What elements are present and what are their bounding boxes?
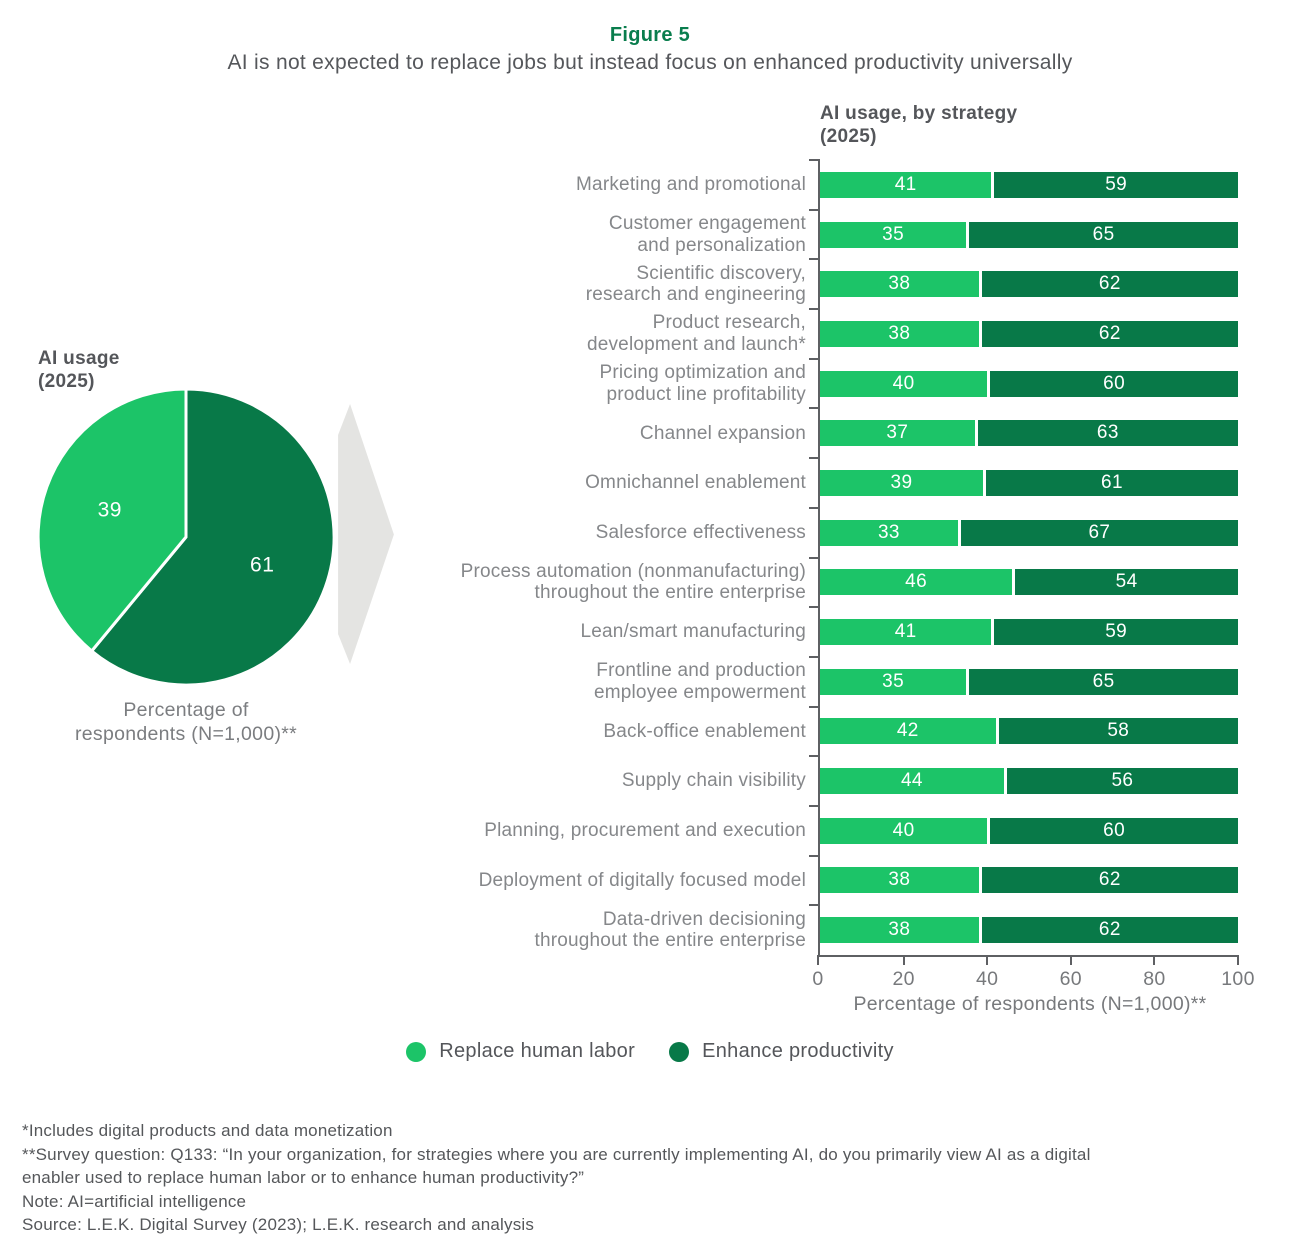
pie-value: 61 [250, 553, 275, 577]
x-axis-tick [1070, 955, 1072, 965]
bar-segment-enhance [983, 470, 1238, 496]
bar-row [820, 271, 1238, 297]
category-label [360, 160, 806, 210]
category-label [360, 309, 806, 359]
bar-row [820, 321, 1238, 347]
category-label-line: employee empowerment [593, 681, 806, 703]
x-axis-tick [986, 955, 988, 965]
bar-value: 39 [890, 471, 913, 493]
bar-row [820, 470, 1238, 496]
bar-value: 38 [888, 919, 911, 941]
category-label-line: Planning, procurement and execution [484, 820, 806, 842]
bar-value: 37 [886, 422, 909, 444]
x-axis-tick [1237, 955, 1239, 965]
bar-segment-enhance [958, 520, 1238, 546]
bar-row [820, 669, 1238, 695]
legend-item-replace [406, 1040, 635, 1063]
pie-title-line-2: (2025) [38, 371, 95, 392]
bar-value: 65 [1092, 670, 1115, 692]
y-axis-tick [809, 706, 818, 708]
legend [0, 1040, 1300, 1063]
pie-caption-line-2: respondents (N=1,000)** [74, 722, 298, 745]
category-label-line: Scientific discovery, [636, 262, 806, 284]
category-label [360, 210, 806, 260]
legend-label-enhance: Enhance productivity [702, 1040, 894, 1062]
bar-segment-replace [820, 768, 1004, 794]
bar-value: 65 [1092, 223, 1115, 245]
x-tick-label: 60 [1059, 968, 1082, 990]
category-label-line: and personalization [637, 234, 806, 256]
x-axis-tick [903, 955, 905, 965]
bar-segment-enhance [979, 867, 1238, 893]
y-axis-tick [809, 755, 818, 757]
bar-segment-replace [820, 818, 987, 844]
bar-value: 33 [877, 521, 900, 543]
bar-segment-replace [820, 669, 966, 695]
x-tick-label: 80 [1143, 968, 1166, 990]
x-tick-label: 20 [892, 968, 915, 990]
x-axis-tick [817, 955, 819, 965]
bar-segment-replace [820, 371, 987, 397]
bar-row [820, 917, 1238, 943]
x-tick-label: 100 [1221, 968, 1255, 990]
y-axis-line [818, 159, 820, 955]
bar-value: 58 [1107, 720, 1130, 742]
bar-segment-replace [820, 470, 983, 496]
bar-value: 67 [1088, 521, 1111, 543]
category-label-line: Marketing and promotional [576, 174, 806, 196]
bar-segment-enhance [975, 420, 1238, 446]
category-label [360, 905, 806, 955]
category-label [360, 408, 806, 458]
y-axis-tick [809, 805, 818, 807]
bar-value: 60 [1103, 372, 1126, 394]
category-label-line: Customer engagement [608, 213, 806, 235]
bar-segment-enhance [991, 619, 1238, 645]
bar-value: 38 [888, 273, 911, 295]
bar-value: 44 [900, 770, 923, 792]
bar-row [820, 520, 1238, 546]
category-label [360, 508, 806, 558]
x-axis-line [818, 955, 1238, 957]
bar-value: 62 [1098, 322, 1121, 344]
bar-row [820, 569, 1238, 595]
bar-segment-enhance [987, 818, 1238, 844]
category-label-line: Frontline and production [596, 660, 806, 682]
bar-row [820, 818, 1238, 844]
category-label [360, 558, 806, 608]
bar-segment-replace [820, 718, 996, 744]
bar-segment-enhance [979, 917, 1238, 943]
legend-label-replace: Replace human labor [439, 1040, 636, 1062]
category-label-line: throughout the entire enterprise [534, 930, 806, 952]
y-axis-tick [809, 656, 818, 658]
bar-row [820, 420, 1238, 446]
bar-value: 35 [882, 223, 905, 245]
bar-segment-replace [820, 569, 1012, 595]
category-label [360, 707, 806, 757]
bar-value: 42 [896, 720, 919, 742]
category-label-line: Pricing optimization and [599, 362, 806, 384]
bar-segment-enhance [979, 271, 1238, 297]
y-axis-tick [809, 457, 818, 459]
bar-segment-replace [820, 321, 979, 347]
category-label [360, 856, 806, 906]
x-tick-label: 0 [812, 968, 824, 990]
bar-value: 59 [1105, 621, 1128, 643]
pie-caption [6, 699, 366, 746]
bar-segment-enhance [987, 371, 1238, 397]
legend-swatch-enhance-icon [669, 1042, 689, 1062]
legend-swatch-replace-icon [406, 1042, 426, 1062]
bar-title-line-2: (2025) [820, 126, 877, 147]
bar-segment-enhance [991, 172, 1238, 198]
pie-value: 39 [97, 498, 122, 522]
y-axis-tick [809, 507, 818, 509]
bar-value: 54 [1115, 571, 1138, 593]
bar-segment-enhance [966, 222, 1238, 248]
footnote-line-3: enabler used to replace human labor or to enhance human productivity?” [22, 1168, 585, 1187]
bar-value: 38 [888, 322, 911, 344]
bar-value: 46 [905, 571, 928, 593]
y-axis-tick [809, 258, 818, 260]
category-label-line: Channel expansion [639, 422, 806, 444]
bar-segment-enhance [996, 718, 1238, 744]
category-label-line: Process automation (nonmanufacturing) [460, 560, 806, 582]
bar-value: 41 [894, 621, 917, 643]
footnote-line-2: **Survey question: Q133: “In your organization, for strategies where you are currently implementing AI, do you primarily view AI as a digital [22, 1144, 1091, 1164]
bar-value: 56 [1111, 770, 1134, 792]
category-label [360, 756, 806, 806]
bar-row [820, 867, 1238, 893]
footnotes [22, 1119, 1284, 1237]
pie-caption-line-1: Percentage of [123, 699, 249, 721]
bar-value: 41 [894, 173, 917, 195]
category-label-line: research and engineering [585, 284, 806, 306]
y-axis-tick [809, 904, 818, 906]
bar-segment-enhance [979, 321, 1238, 347]
category-label-line: Deployment of digitally focused model [478, 869, 806, 891]
bar-row [820, 718, 1238, 744]
bar-value: 62 [1098, 869, 1121, 891]
bar-chart-title [820, 102, 1017, 148]
bar-segment-replace [820, 172, 991, 198]
figure-label: Figure 5 [609, 24, 691, 46]
x-axis-tick [1153, 955, 1155, 965]
bar-row [820, 768, 1238, 794]
bar-value: 60 [1103, 819, 1126, 841]
figure-subtitle: AI is not expected to replace jobs but instead focus on enhanced productivity universally [227, 51, 1073, 74]
category-label-line: development and launch* [586, 333, 806, 355]
category-label-line: product line profitability [606, 383, 806, 405]
bar-segment-replace [820, 420, 975, 446]
bar-segment-replace [820, 619, 991, 645]
category-label [360, 806, 806, 856]
pie-chart [36, 387, 336, 687]
footnote-line-4: Note: AI=artificial intelligence [22, 1191, 247, 1211]
category-label [360, 359, 806, 409]
x-axis-label: Percentage of respondents (N=1,000)** [853, 993, 1207, 1015]
category-label-line: Omnichannel enablement [585, 472, 806, 494]
y-axis-tick [809, 308, 818, 310]
bar-title-line-1: AI usage, by strategy [820, 103, 1018, 124]
bar-value: 63 [1096, 422, 1119, 444]
bar-row [820, 619, 1238, 645]
bar-segment-enhance [966, 669, 1238, 695]
x-tick-label: 40 [976, 968, 999, 990]
bar-value: 38 [888, 869, 911, 891]
bar-segment-replace [820, 271, 979, 297]
footnote-line-5: Source: L.E.K. Digital Survey (2023); L.E.K. research and analysis [22, 1215, 535, 1234]
pie-title-line-1: AI usage [38, 348, 120, 369]
y-axis-tick [809, 407, 818, 409]
legend-item-enhance [669, 1040, 894, 1063]
bar-value: 35 [882, 670, 905, 692]
y-axis-tick [809, 159, 818, 161]
bar-value: 62 [1098, 919, 1121, 941]
bar-segment-replace [820, 222, 966, 248]
category-label-line: Product research, [652, 312, 806, 334]
category-label-line: throughout the entire enterprise [534, 582, 806, 604]
category-label-line: Salesforce effectiveness [595, 521, 806, 543]
bar-segment-replace [820, 917, 979, 943]
category-label [360, 607, 806, 657]
y-axis-tick [809, 606, 818, 608]
category-label-line: Lean/smart manufacturing [580, 621, 806, 643]
y-axis-tick [809, 358, 818, 360]
bar-segment-enhance [1004, 768, 1238, 794]
bar-row [820, 172, 1238, 198]
bar-value: 59 [1105, 173, 1128, 195]
footnote-line-1: *Includes digital products and data monetization [22, 1121, 393, 1140]
bar-value: 40 [892, 372, 915, 394]
y-axis-tick [809, 557, 818, 559]
bar-segment-replace [820, 867, 979, 893]
bar-segment-enhance [1012, 569, 1238, 595]
bar-row [820, 371, 1238, 397]
y-axis-tick [809, 209, 818, 211]
category-label [360, 259, 806, 309]
bar-value: 61 [1101, 471, 1123, 493]
category-label [360, 458, 806, 508]
category-label-line: Data-driven decisioning [602, 908, 806, 930]
bar-segment-replace [820, 520, 958, 546]
category-label-line: Back-office enablement [603, 720, 806, 742]
bar-row [820, 222, 1238, 248]
bar-value: 40 [892, 819, 915, 841]
y-axis-tick [809, 855, 818, 857]
category-label [360, 657, 806, 707]
bar-value: 62 [1098, 273, 1121, 295]
category-label-line: Supply chain visibility [621, 770, 806, 792]
